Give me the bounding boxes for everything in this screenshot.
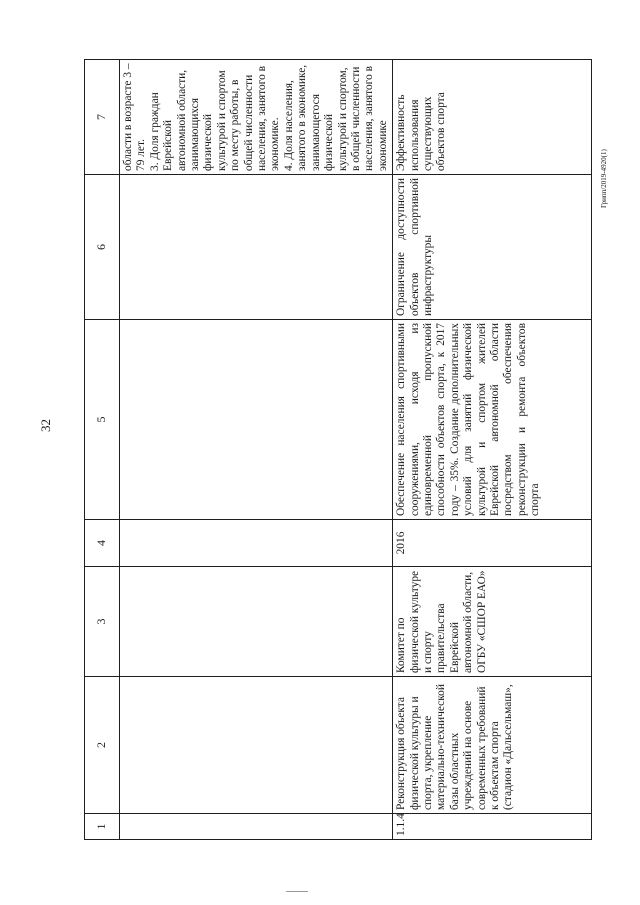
year: 2016 <box>395 531 408 555</box>
cell-year <box>393 520 592 567</box>
column-number-2: 2 <box>85 677 120 814</box>
consequence: Ограничение доступности объектов спортивной инфраструктуры <box>395 178 434 316</box>
indicator: Эффективность использования существующих объектов спорта <box>395 92 448 171</box>
expected-result: Обеспечение населения спортивными сооружениями, исходя из единовременной пропускной способности объектов спорта, к 2017 году – 35%. Создание дополнительных условий для занятий физической культурой и спортом жителей Еврейской автономной области посредством обеспечения реконструкции и ремонта объектов спорта <box>395 323 542 516</box>
scan-mark <box>286 891 308 892</box>
cell-empty <box>120 320 393 520</box>
column-number-5: 5 <box>85 320 120 520</box>
table-row <box>393 60 592 840</box>
indicators-continued-text: области в возрасте 3 – 79 лет. 3. Доля граждан Еврейской автономной области, занимающихся физической культурой и спортом по месту работы, в общей численности населения, занятого в экономике. 4. Доля населения, занятого в экономике, занимающегося физической культурой и спортом, в общей численности населения, занятого в экономике <box>122 63 389 171</box>
cell-row-number <box>393 814 592 840</box>
measure-name: Реконструкция объекта физической культуры и спорта, укрепление материально-технической базы областных учреждений на основе современных требований к объектам спорта (стадион «Дальсельмаш», <box>395 684 515 810</box>
cell-indicator <box>393 60 592 175</box>
table-header-row <box>85 60 120 840</box>
cell-empty <box>120 520 393 567</box>
executor: Комитет по физической культуре и спорту правительства Еврейской автономной области, ОГБУ «СШОР ЕАО» <box>395 570 488 673</box>
program-table <box>84 59 592 840</box>
table-container <box>84 60 592 840</box>
column-number-1: 1 <box>85 814 120 840</box>
cell-empty <box>120 814 393 840</box>
cell-empty <box>120 567 393 677</box>
cell-indicators-continued <box>120 60 393 175</box>
cell-expected-result <box>393 320 592 520</box>
page-number: 32 <box>38 419 53 432</box>
cell-consequence <box>393 175 592 320</box>
column-number-3: 3 <box>85 567 120 677</box>
column-number-7: 7 <box>85 60 120 175</box>
cell-executor <box>393 567 592 677</box>
cell-measure-name <box>393 677 592 814</box>
column-number-4: 4 <box>85 520 120 567</box>
cell-empty <box>120 677 393 814</box>
document-code: Грипп/2019-4920(1) <box>600 149 608 208</box>
cell-empty <box>120 175 393 320</box>
column-number-6: 6 <box>85 175 120 320</box>
row-number: 1.1.4 <box>395 813 408 836</box>
table-row <box>120 60 393 840</box>
